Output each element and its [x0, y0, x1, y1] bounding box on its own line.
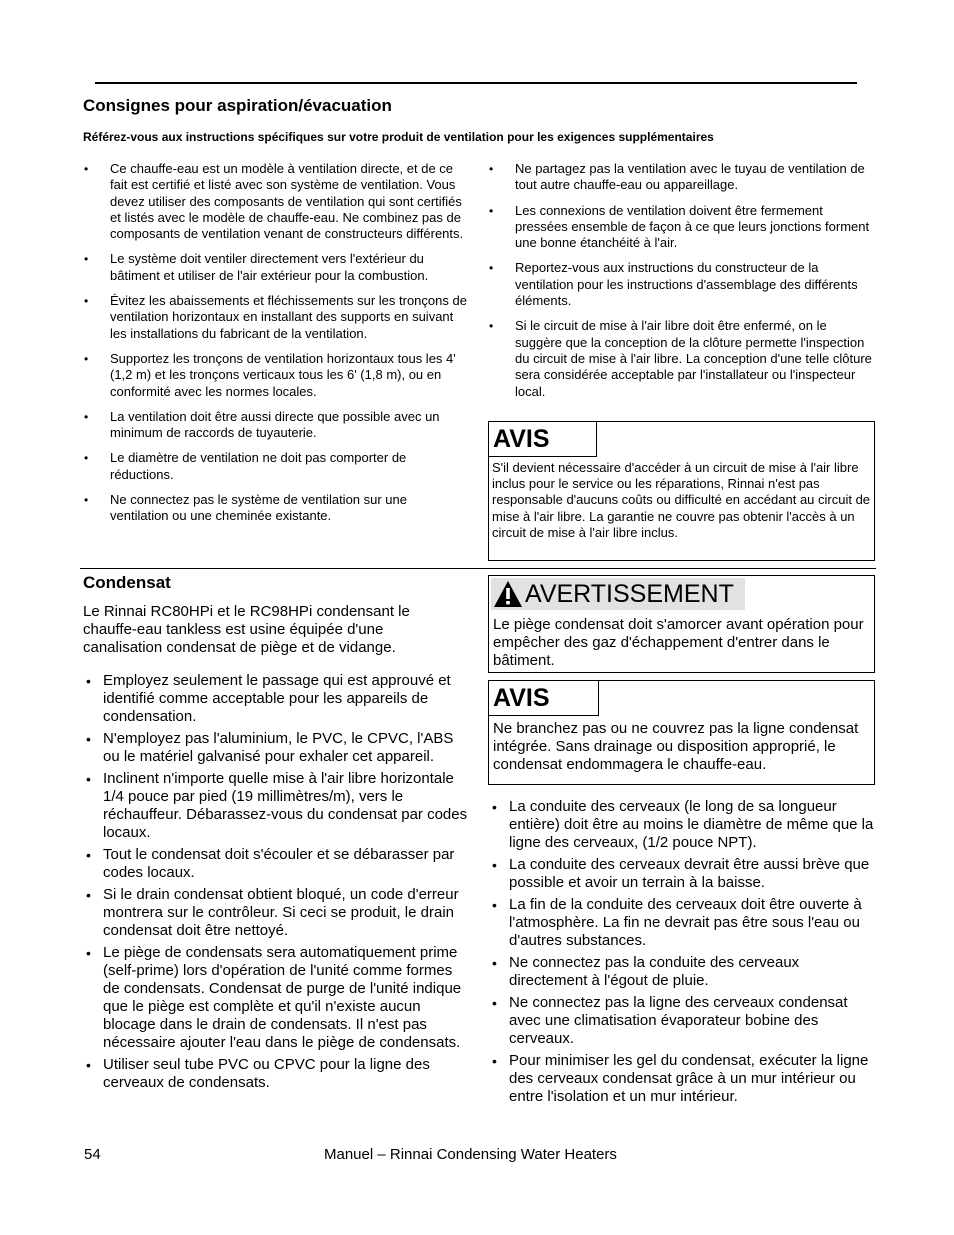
list-item: • N'employez pas l'aluminium, le PVC, le CPVC, l'ABS ou le matériel galvanisé pour exhaler cet appareil.: [83, 730, 468, 766]
condensate-list: [83, 672, 468, 1092]
condensate-left-column: [83, 672, 468, 1096]
list-item: • La fin de la conduite des cerveaux doit être ouverte à l'atmosphère. La fin ne devrait pas être sous l'eau ou d'autres substances.: [489, 896, 875, 950]
list-item: • Ne partagez pas la ventilation avec le tuyau de ventilation de tout autre chauffe-eau ou appareillage.: [488, 161, 873, 194]
list-item: • Supportez les tronçons de ventilation horizontaux tous les 4' (1,2 m) et les tronçons verticaux tous les 6' (1,8 m), ou en conformité avec les normes locales.: [83, 351, 468, 400]
warning-text: Le piège condensat doit s'amorcer avant opération pour empêcher des gaz d'échappement d'entrer dans le bâtiment.: [493, 616, 864, 669]
list-item: • Le piège de condensats sera automatiquement prime (self-prime) lors d'opération de l'unité comme formes de condensats. Condensat de purge de l'unité indique que le piège est complète et qu'il n'existe aucun blocage dans le drain de condensats. Il n'est pas nécessaire ajouter l'eau dans le piège de condensats.: [83, 944, 468, 1052]
condensate-right-column: [489, 798, 875, 1110]
list-item: • Inclinent n'importe quelle mise à l'air libre horizontale 1/4 pouce par pied (19 millimètres/m), vers le réchauffeur. Débarassez-vous du condensat par codes locaux.: [83, 770, 468, 842]
condensate-intro: Le Rinnai RC80HPi et le RC98HPi condensant le chauffe-eau tankless est usine équipée d'une canalisation condensat de piège et de vidange.: [83, 603, 410, 656]
list-item: • Le diamètre de ventilation ne doit pas comporter de réductions.: [83, 450, 468, 483]
warning-triangle-icon: [493, 580, 523, 608]
list-item: • La conduite des cerveaux (le long de sa longueur entière) doit être au moins le diamètre de même que la ligne des cerveaux, (1/2 pouce NPT).: [489, 798, 875, 852]
warning-header: [491, 578, 745, 610]
list-item: • Employez seulement le passage qui est approuvé et identifié comme acceptable pour les appareils de condensation.: [83, 672, 468, 726]
section-title-venting: Consignes pour aspiration/évacuation: [83, 96, 392, 115]
notice-text: Ne branchez pas ou ne couvrez pas la ligne condensat intégrée. Sans drainage ou disposition approprié, le condensat endommagera le chauffe-eau.: [493, 720, 859, 773]
page-number: 54: [84, 1146, 101, 1163]
list-item: • La ventilation doit être aussi directe que possible avec un minimum de raccords de tuyauterie.: [83, 409, 468, 442]
list-item: • Utiliser seul tube PVC ou CPVC pour la ligne des cerveaux de condensats.: [83, 1056, 468, 1092]
section-subtitle: Référez-vous aux instructions spécifiques sur votre produit de ventilation pour les exigences supplémentaires: [83, 130, 714, 144]
list-item: • Pour minimiser les gel du condensat, exécuter la ligne des cerveaux condensat grâce à un mur intérieur ou entre l'isolation et un mur intérieur.: [489, 1052, 875, 1106]
section-title-condensate: Condensat: [83, 573, 171, 592]
warning-label: AVERTISSEMENT: [525, 580, 734, 608]
venting-left-list: [83, 161, 468, 525]
notice-label: AVIS: [489, 681, 599, 716]
list-item: • Si le drain condensat obtient bloqué, un code d'erreur montrera sur le contrôleur. Si ceci se produit, le drain condensat doit être nettoyé.: [83, 886, 468, 940]
notice-text: S'il devient nécessaire d'accéder à un circuit de mise à l'air libre inclus pour le service ou les réparations, Rinnai n'est pas responsable d'aucuns coûts ou difficulté en accédant au circuit de mise à l'air libre. La garantie ne couvre pas obtenir l'accès à un circuit de mise à l'air libre inclus.: [492, 460, 871, 540]
top-rule: [95, 82, 857, 84]
venting-right-list: [488, 161, 873, 400]
list-item: • Reportez-vous aux instructions du constructeur de la ventilation pour les instructions d'assemblage des différents éléments.: [488, 260, 873, 309]
list-item: • Évitez les abaissements et fléchissements sur les tronçons de ventilation horizontaux en installant des supports en suivant les installations du fabricant de la ventilation.: [83, 293, 468, 342]
list-item: • Ce chauffe-eau est un modèle à ventilation directe, et de ce fait est certifié et listé avec son système de ventilation. Vous devez utiliser des composants de ventilation qui sont certifiés et listés avec le modèle de chauffe-eau. Ne combinez pas de composants de ventilation venant de constructeurs différents.: [83, 161, 468, 242]
list-item: • Le système doit ventiler directement vers l'extérieur du bâtiment et utiliser de l'air extérieur pour la combustion.: [83, 251, 468, 284]
section-divider: [80, 568, 876, 569]
warning-box: [488, 575, 875, 673]
list-item: • La conduite des cerveaux devrait être aussi brève que possible et avoir un terrain à la baisse.: [489, 856, 875, 892]
list-item: • Si le circuit de mise à l'air libre doit être enfermé, on le suggère que la conception de la clôture permette l'inspection du circuit de mise à l'air libre. La conception d'une telle clôture sera considérée acceptable par l'installateur ou l'inspecteur local.: [488, 318, 873, 399]
list-item: • Ne connectez pas la conduite des cerveaux directement à l'égout de pluie.: [489, 954, 875, 990]
venting-left-column: [83, 161, 468, 534]
list-item: • Ne connectez pas le système de ventilation sur une ventilation ou une cheminée existante.: [83, 492, 468, 525]
venting-right-column: [488, 161, 873, 409]
notice-box-condensate: [488, 680, 875, 785]
notice-box-venting: [488, 421, 875, 561]
drain-line-list: [489, 798, 875, 1106]
footer-title: Manuel – Rinnai Condensing Water Heaters: [324, 1146, 617, 1163]
notice-label: AVIS: [489, 422, 597, 457]
list-item: • Les connexions de ventilation doivent être fermement pressées ensemble de façon à ce que leurs jonctions forment une bonne étanchéité à l'air.: [488, 203, 873, 252]
list-item: • Tout le condensat doit s'écouler et se débarasser par codes locaux.: [83, 846, 468, 882]
list-item: • Ne connectez pas la ligne des cerveaux condensat avec une climatisation évaporateur bobine des cerveaux.: [489, 994, 875, 1048]
